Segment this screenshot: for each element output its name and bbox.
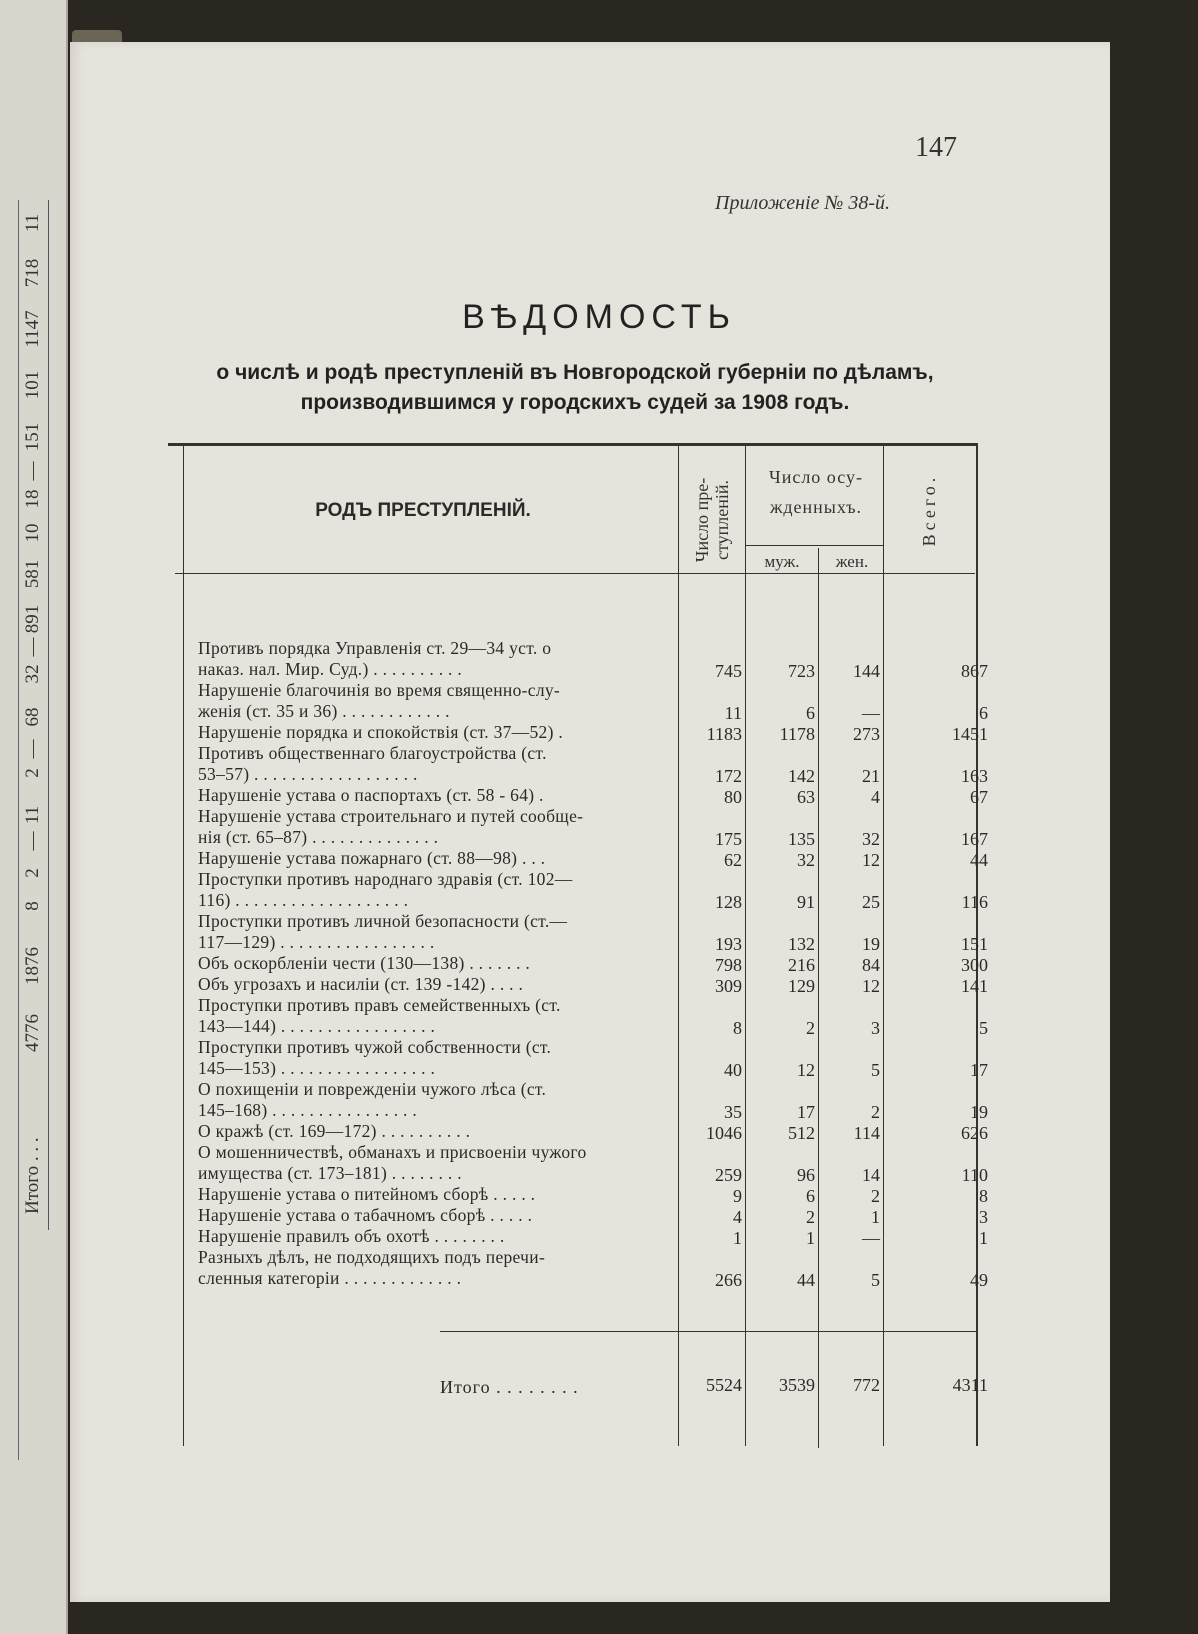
left-value: 151 — [22, 422, 43, 452]
left-value: 1147 — [22, 310, 43, 348]
row-total: 67 — [970, 787, 988, 807]
row-label: Проступки противъ народнаго здравія (ст. 102— 116) . . . . . . . . . . . . . . . . . . . — [198, 869, 573, 910]
row-men: 1178 — [779, 724, 815, 744]
row-women: — — [862, 1228, 880, 1248]
totals-men: 3539 — [779, 1375, 815, 1395]
left-total-label: Итого . . . — [22, 1137, 43, 1214]
row-crimes: 11 — [724, 703, 742, 723]
row-women: 5 — [871, 1270, 880, 1290]
row-men: 6 — [806, 703, 815, 723]
row-men: 2 — [806, 1207, 815, 1227]
row-women: 25 — [862, 892, 880, 912]
row-crimes: 4 — [733, 1207, 742, 1227]
row-women: 3 — [871, 1018, 880, 1038]
left-value: 2 — [22, 868, 43, 878]
row-crimes: 175 — [715, 829, 742, 849]
left-value: 891 — [22, 604, 43, 634]
row-crimes: 309 — [715, 976, 742, 996]
row-total: 141 — [961, 976, 988, 996]
row-men: 216 — [788, 955, 815, 975]
row-total: 151 — [961, 934, 988, 954]
row-total: 1 — [979, 1228, 988, 1248]
row-men: 2 — [806, 1018, 815, 1038]
row-women: — — [862, 703, 880, 723]
totals-label: Итого . . . . . . . . — [440, 1377, 579, 1397]
row-women: 2 — [871, 1186, 880, 1206]
header-convicted: Число осу-жденныхъ. — [769, 467, 863, 517]
row-label: Объ угрозахъ и насиліи (ст. 139 -142) . . . . — [198, 974, 524, 994]
row-men: 1 — [806, 1228, 815, 1248]
row-crimes: 40 — [724, 1060, 742, 1080]
row-crimes: 193 — [715, 934, 742, 954]
left-value: 10 — [22, 523, 43, 543]
row-men: 512 — [788, 1123, 815, 1143]
row-men: 96 — [797, 1165, 815, 1185]
row-men: 17 — [797, 1102, 815, 1122]
row-label: О мошенничествѣ, обманахъ и присвоеніи чужого имущества (ст. 173–181) . . . . . . . . — [198, 1142, 587, 1183]
row-label: Проступки противъ чужой собственности (ст. 145—153) . . . . . . . . . . . . . . . . . — [198, 1037, 552, 1078]
left-value: 18 — [22, 489, 43, 509]
document-subtitle: о числѣ и родѣ преступленій въ Новгородской губерніи по дѣламъ, производившимся у городскихъ судей за 1908 годъ. — [216, 361, 934, 414]
row-women: 21 — [862, 766, 880, 786]
row-total: 116 — [961, 892, 988, 912]
left-column-rule — [18, 200, 19, 1460]
subheader-rule — [745, 545, 883, 546]
row-total: 163 — [961, 766, 988, 786]
row-total: 6 — [979, 703, 988, 723]
header-women: жен. — [835, 552, 869, 571]
row-crimes: 172 — [715, 766, 742, 786]
row-label: Нарушеніе устава о табачномъ сборѣ . . . . . — [198, 1205, 533, 1225]
row-crimes: 1046 — [706, 1123, 742, 1143]
row-crimes: 266 — [715, 1270, 742, 1290]
row-label: Нарушеніе порядка и спокойствія (ст. 37—52) . — [198, 722, 564, 742]
row-crimes: 1183 — [706, 724, 742, 744]
row-crimes: 798 — [715, 955, 742, 975]
row-total: 110 — [961, 1165, 988, 1185]
left-value: — — [22, 739, 43, 759]
row-men: 12 — [797, 1060, 815, 1080]
row-crimes: 80 — [724, 787, 742, 807]
row-total: 167 — [961, 829, 988, 849]
row-women: 19 — [862, 934, 880, 954]
row-men: 32 — [797, 850, 815, 870]
left-value: 11 — [22, 805, 43, 825]
row-men: 132 — [788, 934, 815, 954]
row-label: О похищеніи и поврежденіи чужого лѣса (ст. 145–168) . . . . . . . . . . . . . . . . — [198, 1079, 547, 1120]
row-total: 8 — [979, 1186, 988, 1206]
row-women: 14 — [862, 1165, 880, 1185]
document-title: ВѢДОМОСТЬ — [462, 298, 736, 336]
row-label: Нарушеніе устава о питейномъ сборѣ . . . . . — [198, 1184, 536, 1204]
row-men: 129 — [788, 976, 815, 996]
header-total: Всего. — [919, 473, 939, 547]
left-value: 4776 — [22, 1014, 43, 1052]
left-value: — — [22, 461, 43, 481]
row-label: Проступки противъ личной безопасности (ст.— 117—129) . . . . . . . . . . . . . . . . . — [198, 911, 568, 952]
row-men: 6 — [806, 1186, 815, 1206]
page-number: 147 — [915, 132, 957, 163]
column-rule — [745, 446, 746, 1446]
row-label: Нарушеніе устава строительнаго и путей сообще- нія (ст. 65–87) . . . . . . . . . . . . . . — [198, 806, 584, 847]
row-label: Проступки противъ правъ семейственныхъ (ст. 143—144) . . . . . . . . . . . . . . . . . — [198, 995, 561, 1036]
left-value: 101 — [22, 370, 43, 400]
row-crimes: 1 — [733, 1228, 742, 1248]
row-total: 867 — [961, 661, 988, 681]
totals-total: 4311 — [952, 1375, 988, 1395]
row-total: 19 — [970, 1102, 988, 1122]
column-rule — [818, 548, 819, 1448]
left-value: 581 — [22, 559, 43, 589]
row-label: О кражѣ (ст. 169—172) . . . . . . . . . . — [198, 1121, 471, 1141]
row-women: 12 — [862, 976, 880, 996]
left-value: 718 — [22, 258, 43, 288]
row-total: 44 — [970, 850, 988, 870]
row-label: Разныхъ дѣлъ, не подходящихъ подъ перечи- сленныя категоріи . . . . . . . . . . . . . — [198, 1247, 546, 1288]
row-women: 273 — [853, 724, 880, 744]
appendix-label: Приложеніе № 38-й. — [715, 192, 890, 214]
column-rule — [883, 446, 884, 1446]
row-men: 63 — [797, 787, 815, 807]
row-label: Нарушеніе устава пожарнаго (ст. 88—98) . . . — [198, 848, 546, 868]
row-women: 1 — [871, 1207, 880, 1227]
row-women: 4 — [871, 787, 880, 807]
row-crimes: 9 — [733, 1186, 742, 1206]
left-value: — — [22, 637, 43, 657]
row-crimes: 62 — [724, 850, 742, 870]
row-men: 44 — [797, 1270, 815, 1290]
left-value: 68 — [22, 707, 43, 727]
totals-women: 772 — [853, 1375, 880, 1395]
header-kind: РОДЪ ПРЕСТУПЛЕНІЙ. — [315, 500, 531, 521]
left-page-edge — [0, 0, 68, 1634]
row-total: 3 — [979, 1207, 988, 1227]
row-total: 49 — [970, 1270, 988, 1290]
column-rule — [678, 446, 679, 1446]
row-crimes: 128 — [715, 892, 742, 912]
left-value: 11 — [22, 213, 43, 233]
totals-crimes: 5524 — [706, 1375, 742, 1395]
header-bottom-rule — [175, 573, 975, 574]
row-men: 142 — [788, 766, 815, 786]
row-crimes: 745 — [715, 661, 742, 681]
row-women: 12 — [862, 850, 880, 870]
row-women: 144 — [853, 661, 880, 681]
row-women: 32 — [862, 829, 880, 849]
row-total: 626 — [961, 1123, 988, 1143]
row-men: 91 — [797, 892, 815, 912]
row-crimes: 35 — [724, 1102, 742, 1122]
left-value: 1876 — [22, 947, 43, 985]
row-men: 135 — [788, 829, 815, 849]
row-crimes: 8 — [733, 1018, 742, 1038]
header-crimes: Число пре-ступленій. — [692, 477, 732, 563]
row-total: 5 — [979, 1018, 988, 1038]
row-label: Нарушеніе благочинія во время священно-слу- женія (ст. 35 и 36) . . . . . . . . . . . . — [198, 680, 561, 721]
row-crimes: 259 — [715, 1165, 742, 1185]
row-label: Объ оскорбленіи чести (130—138) . . . . . . . — [198, 953, 531, 973]
row-men: 723 — [788, 661, 815, 681]
row-women: 114 — [853, 1123, 880, 1143]
row-total: 1451 — [952, 724, 988, 744]
left-column-rule — [48, 200, 49, 1230]
table-left-rule — [183, 446, 184, 1446]
header-men: муж. — [764, 552, 800, 571]
row-label: Нарушеніе правилъ объ охотѣ . . . . . . . . — [198, 1226, 505, 1246]
row-label: Нарушеніе устава о паспортахъ (ст. 58 - 64) . — [198, 785, 544, 805]
row-women: 84 — [862, 955, 880, 975]
totals-rule — [440, 1331, 976, 1332]
row-total: 17 — [970, 1060, 988, 1080]
row-total: 300 — [961, 955, 988, 975]
left-value: — — [22, 831, 43, 851]
table-top-rule — [168, 443, 978, 446]
row-label: Противъ порядка Управленія ст. 29—34 уст. о наказ. нал. Мир. Суд.) . . . . . . . . . . — [198, 638, 552, 679]
left-value: 2 — [22, 768, 43, 778]
left-value: 32 — [22, 664, 43, 684]
row-label: Противъ общественнаго благоустройства (ст. 53–57) . . . . . . . . . . . . . . . . . . — [198, 743, 547, 784]
left-value: 8 — [22, 901, 43, 911]
row-women: 2 — [871, 1102, 880, 1122]
row-women: 5 — [871, 1060, 880, 1080]
